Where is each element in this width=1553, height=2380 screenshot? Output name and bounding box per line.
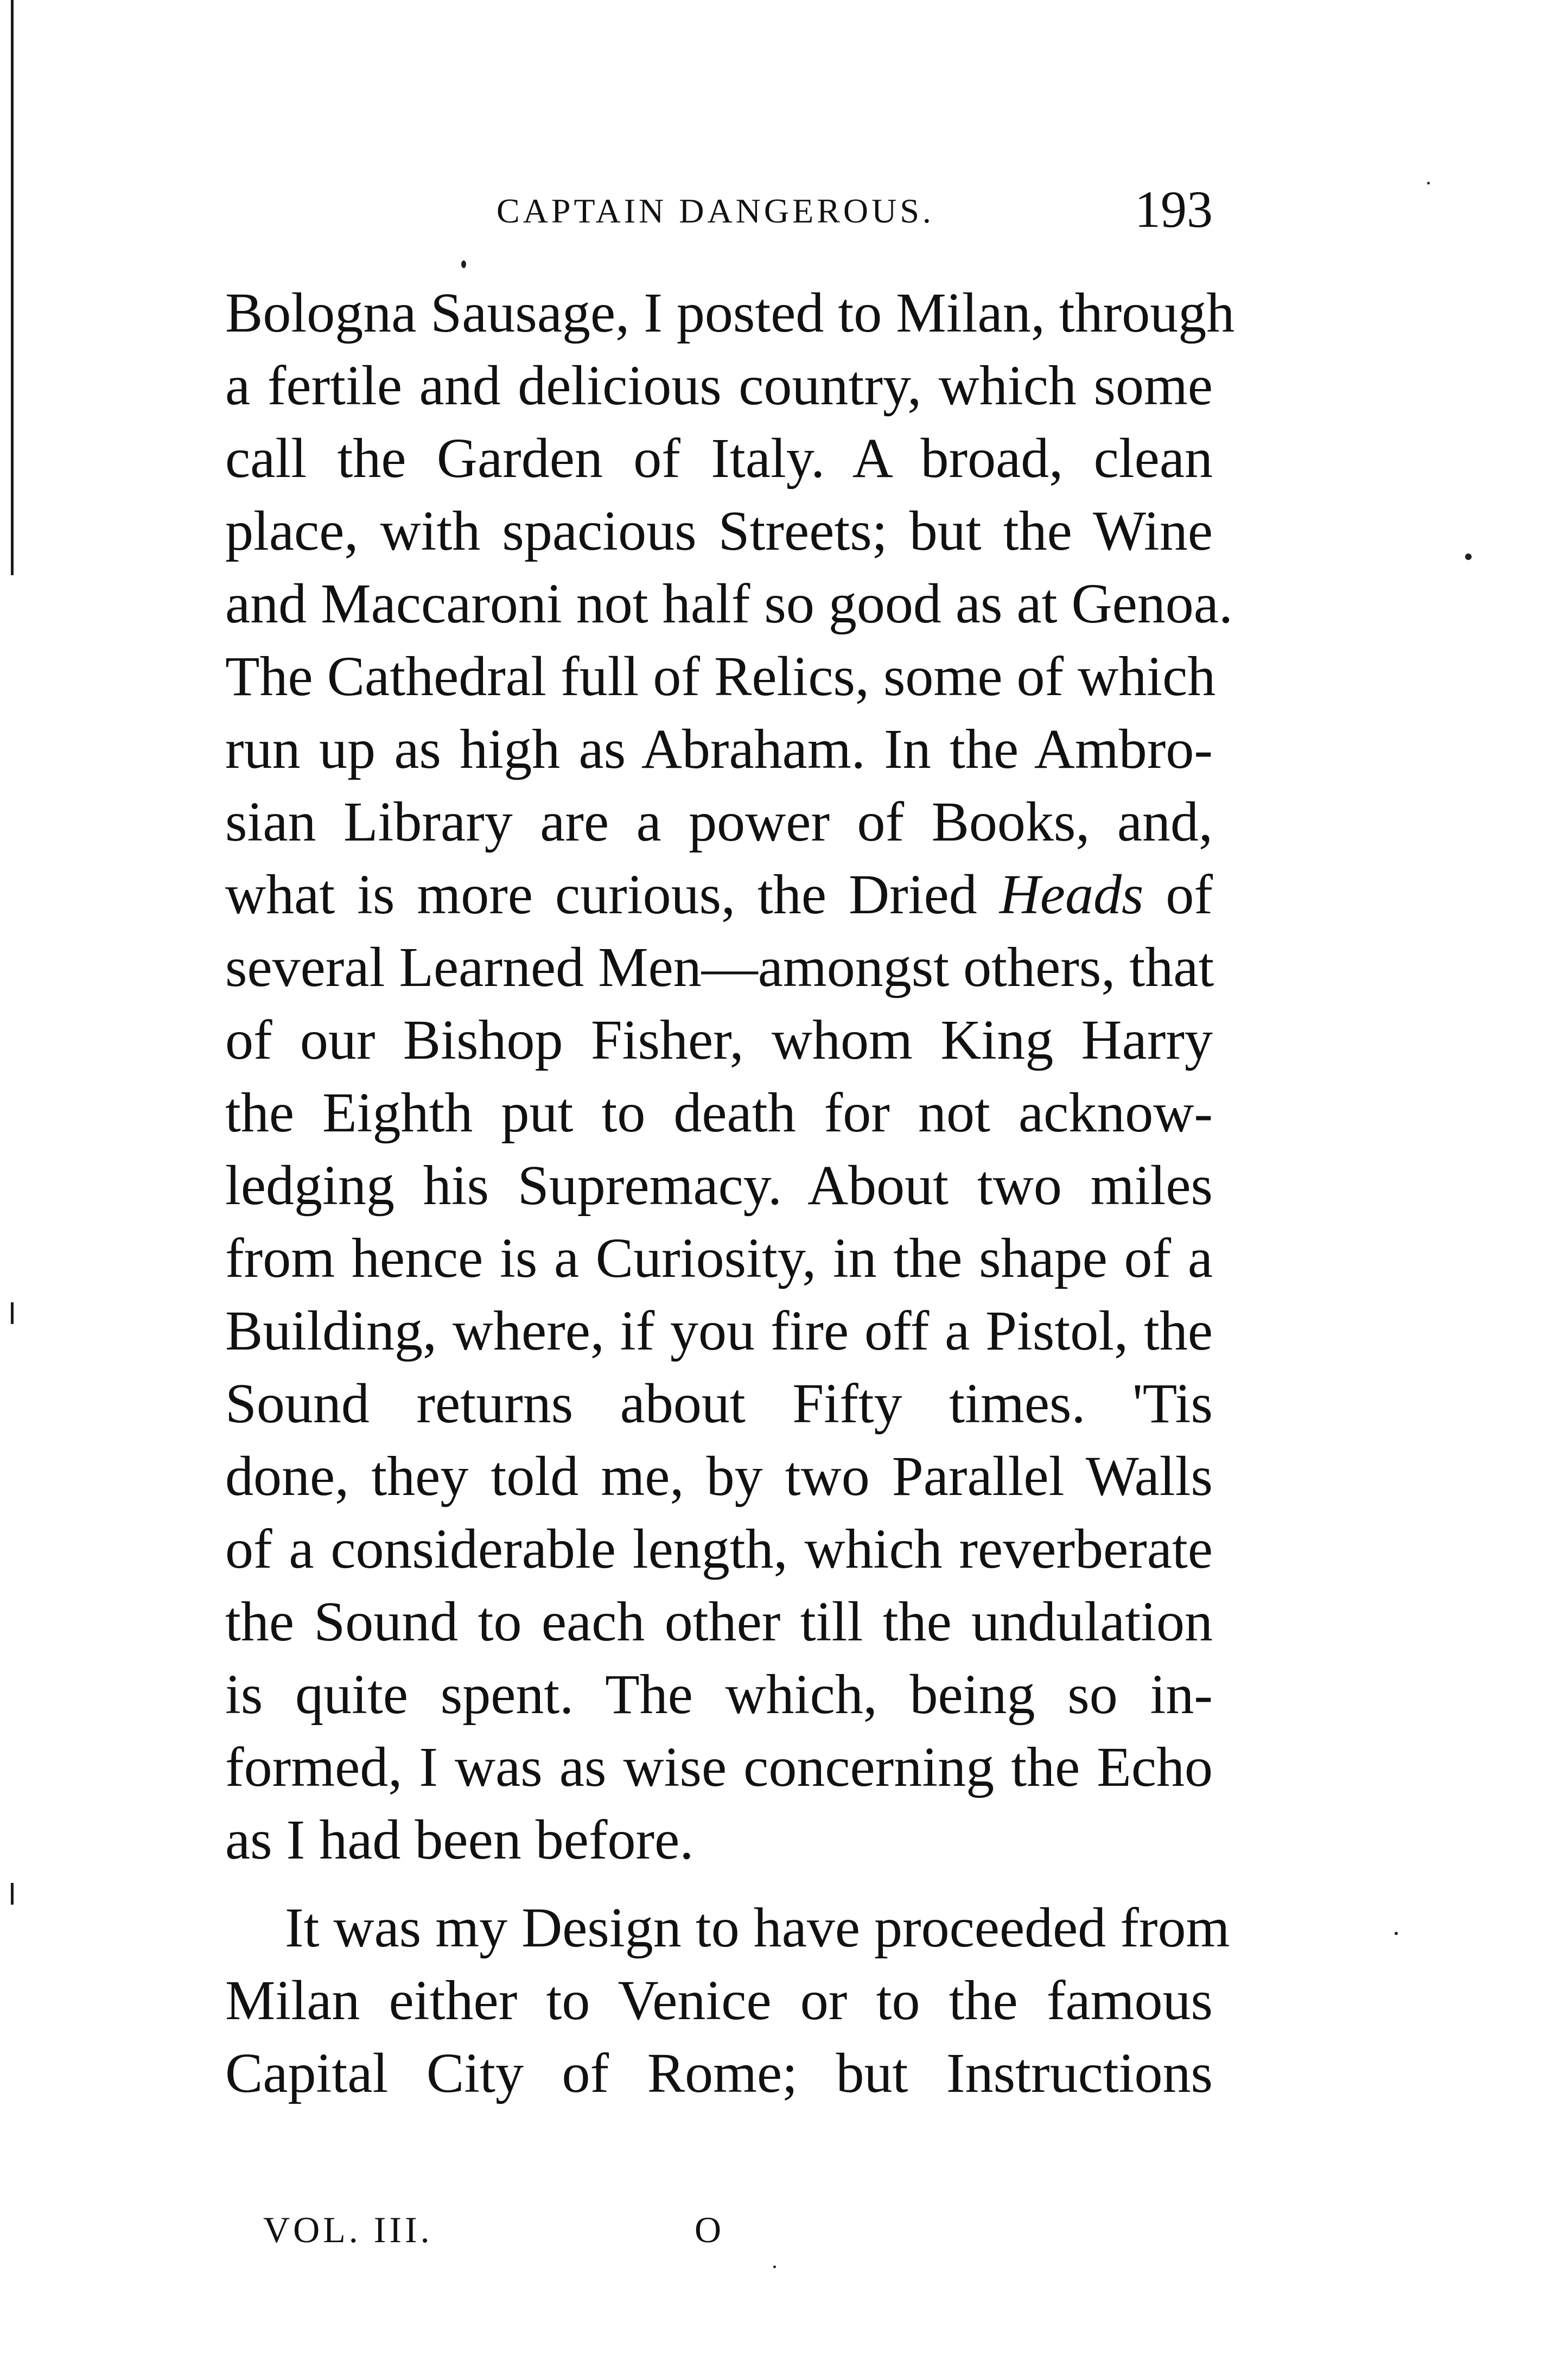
text-line: the Sound to each other till the undulation xyxy=(225,1590,1213,1653)
text-line: call the Garden of Italy. A broad, clean xyxy=(225,427,1213,489)
scan-speck xyxy=(1427,182,1430,184)
scan-edge-line xyxy=(11,1883,14,1905)
text-line: ledging his Supremacy. About two miles xyxy=(225,1154,1213,1217)
scan-edge-line xyxy=(11,0,14,575)
text-line: Bologna Sausage, I posted to Milan, through xyxy=(225,282,1235,344)
text-line: several Learned Men—amongst others, that xyxy=(225,936,1214,998)
text-line: of our Bishop Fisher, whom King Harry xyxy=(225,1009,1213,1071)
text-line: and Maccaroni not half so good as at Genoa. xyxy=(225,572,1233,635)
paragraph-gap xyxy=(225,1876,1213,1892)
signature-mark: O xyxy=(695,2209,725,2250)
text-line: done, they told me, by two Parallel Walls xyxy=(225,1445,1213,1507)
scan-speck xyxy=(773,2266,776,2268)
page-number: 193 xyxy=(1135,180,1213,238)
text-line: a fertile and delicious country, which some xyxy=(225,354,1213,417)
text-line: Sound returns about Fifty times. 'Tis xyxy=(225,1372,1213,1435)
page-header xyxy=(225,179,1213,244)
paragraph xyxy=(225,277,1235,1876)
text-line: sian Library are a power of Books, and, xyxy=(225,791,1213,853)
text-line: formed, I was as wise concerning the Echo xyxy=(225,1736,1213,1798)
italic-word: Heads xyxy=(999,863,1144,926)
text-line: It was my Design to have proceeded from xyxy=(285,1897,1230,1959)
running-title: CAPTAIN DANGEROUS. xyxy=(497,192,934,230)
paragraph xyxy=(225,1892,1230,2110)
text-line: is quite spent. The which, being so in- xyxy=(225,1663,1213,1726)
page-footer xyxy=(263,2209,806,2257)
volume-signature: VOL. III. xyxy=(263,2209,433,2250)
text-line: Capital City of Rome; but Instructions xyxy=(225,2042,1213,2104)
text-line: run up as high as Abraham. In the Ambro- xyxy=(225,718,1213,780)
body-text xyxy=(225,277,1235,2110)
text-line: of a considerable length, which reverberate xyxy=(225,1518,1213,1580)
scan-speck xyxy=(1465,553,1472,560)
text-line: what is more curious, the Dried Heads of xyxy=(225,863,1213,926)
text-line: Milan either to Venice or to the famous xyxy=(225,1969,1213,2032)
text-line: The Cathedral full of Relics, some of which xyxy=(225,645,1216,708)
text-line: place, with spacious Streets; but the Wine xyxy=(225,500,1213,562)
scan-edge-line xyxy=(11,1302,14,1324)
scan-speck xyxy=(1395,1932,1398,1935)
text-line: from hence is a Curiosity, in the shape of a xyxy=(225,1227,1213,1289)
text-line: as I had been before. xyxy=(225,1809,694,1871)
scan-speck xyxy=(461,260,466,268)
text-line: the Eighth put to death for not acknow- xyxy=(225,1081,1213,1144)
text-line: Building, where, if you fire off a Pistol, the xyxy=(225,1300,1213,1362)
